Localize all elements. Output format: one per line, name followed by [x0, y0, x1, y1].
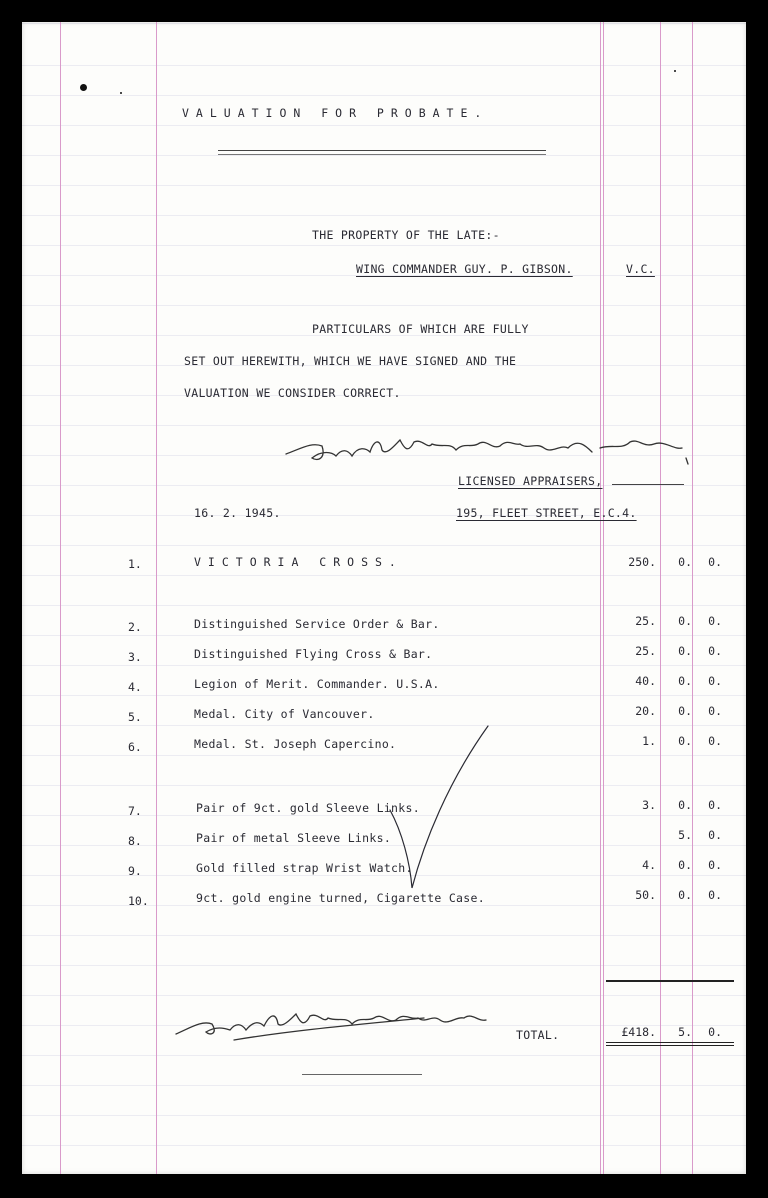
item-pounds: 25. [635, 614, 656, 628]
total-shillings: 5. [678, 1025, 692, 1039]
item-pounds: 1. [642, 734, 656, 748]
item-shillings: 0. [678, 798, 692, 812]
particulars-line-1: PARTICULARS OF WHICH ARE FULLY [312, 322, 529, 336]
item-shillings: 0. [678, 704, 692, 718]
ink-speck [674, 70, 676, 72]
item-description: Medal. City of Vancouver. [194, 707, 375, 721]
item-pounds: 25. [635, 644, 656, 658]
appraiser-address: 195, FLEET STREET, E.C.4. [456, 506, 637, 520]
item-number: 4. [128, 680, 142, 694]
item-pounds: 3. [642, 798, 656, 812]
item-number: 3. [128, 650, 142, 664]
money-column-line-pounds [600, 22, 601, 1174]
item-number: 9. [128, 864, 142, 878]
item-description: Gold filled strap Wrist Watch. [196, 861, 413, 875]
money-column-line-pounds-double [603, 22, 604, 1174]
item-number: 1. [128, 557, 142, 571]
item-shillings: 0. [678, 674, 692, 688]
appraiser-signature-bottom [174, 1000, 490, 1050]
item-shillings: 0. [678, 555, 692, 569]
item-description: VICTORIA CROSS. [194, 555, 403, 569]
property-line: THE PROPERTY OF THE LATE:- [312, 228, 500, 242]
item-shillings: 0. [678, 888, 692, 902]
margin-line-left-inner [156, 22, 157, 1174]
ink-blot [80, 84, 87, 91]
check-mark [388, 722, 492, 892]
margin-line-left-outer [60, 22, 61, 1174]
item-pence: 0. [708, 614, 722, 628]
item-pence: 0. [708, 734, 722, 748]
title-underline-1 [218, 150, 546, 151]
item-description: Legion of Merit. Commander. U.S.A. [194, 677, 440, 691]
total-double-rule-1 [606, 1042, 734, 1043]
money-column-line-shillings [660, 22, 661, 1174]
item-pounds: 250. [628, 555, 656, 569]
item-pounds: 40. [635, 674, 656, 688]
total-label: TOTAL. [516, 1028, 560, 1042]
item-number: 6. [128, 740, 142, 754]
item-description: Distinguished Flying Cross & Bar. [194, 647, 433, 661]
item-pounds: 20. [635, 704, 656, 718]
item-pence: 0. [708, 555, 722, 569]
item-shillings: 0. [678, 734, 692, 748]
document-date: 16. 2. 1945. [194, 506, 281, 520]
deceased-name: WING COMMANDER GUY. P. GIBSON. [356, 262, 573, 276]
appraiser-title: LICENSED APPRAISERS, [458, 474, 603, 488]
item-pounds: 4. [642, 858, 656, 872]
particulars-line-3: VALUATION WE CONSIDER CORRECT. [184, 386, 401, 400]
item-shillings: 0. [678, 614, 692, 628]
item-pence: 0. [708, 674, 722, 688]
item-description: 9ct. gold engine turned, Cigarette Case. [196, 891, 485, 905]
item-pounds: 50. [635, 888, 656, 902]
item-shillings: 0. [678, 644, 692, 658]
item-shillings: 5. [678, 828, 692, 842]
deceased-honour: V.C. [626, 262, 655, 276]
item-number: 8. [128, 834, 142, 848]
item-pence: 0. [708, 888, 722, 902]
total-pence: 0. [708, 1025, 722, 1039]
item-pence: 0. [708, 644, 722, 658]
appraiser-signature-top [282, 428, 692, 480]
item-shillings: 0. [678, 858, 692, 872]
sum-rule [606, 980, 734, 982]
document-title: VALUATION FOR PROBATE. [182, 106, 489, 120]
signature-tail-line [612, 484, 684, 485]
item-number: 2. [128, 620, 142, 634]
item-pence: 0. [708, 798, 722, 812]
item-pence: 0. [708, 704, 722, 718]
total-pounds: £418. [621, 1025, 656, 1039]
money-column-line-pence [692, 22, 693, 1174]
item-description: Medal. St. Joseph Capercino. [194, 737, 397, 751]
title-underline-2 [218, 154, 546, 155]
particulars-line-2: SET OUT HEREWITH, WHICH WE HAVE SIGNED AND THE [184, 354, 517, 368]
item-number: 10. [128, 894, 149, 908]
ink-speck [120, 92, 122, 94]
item-description: Pair of 9ct. gold Sleeve Links. [196, 801, 420, 815]
item-pence: 0. [708, 858, 722, 872]
item-number: 7. [128, 804, 142, 818]
item-pence: 0. [708, 828, 722, 842]
item-description: Pair of metal Sleeve Links. [196, 831, 392, 845]
total-double-rule-2 [606, 1045, 734, 1046]
signature-underline [302, 1074, 422, 1075]
item-description: Distinguished Service Order & Bar. [194, 617, 440, 631]
item-number: 5. [128, 710, 142, 724]
